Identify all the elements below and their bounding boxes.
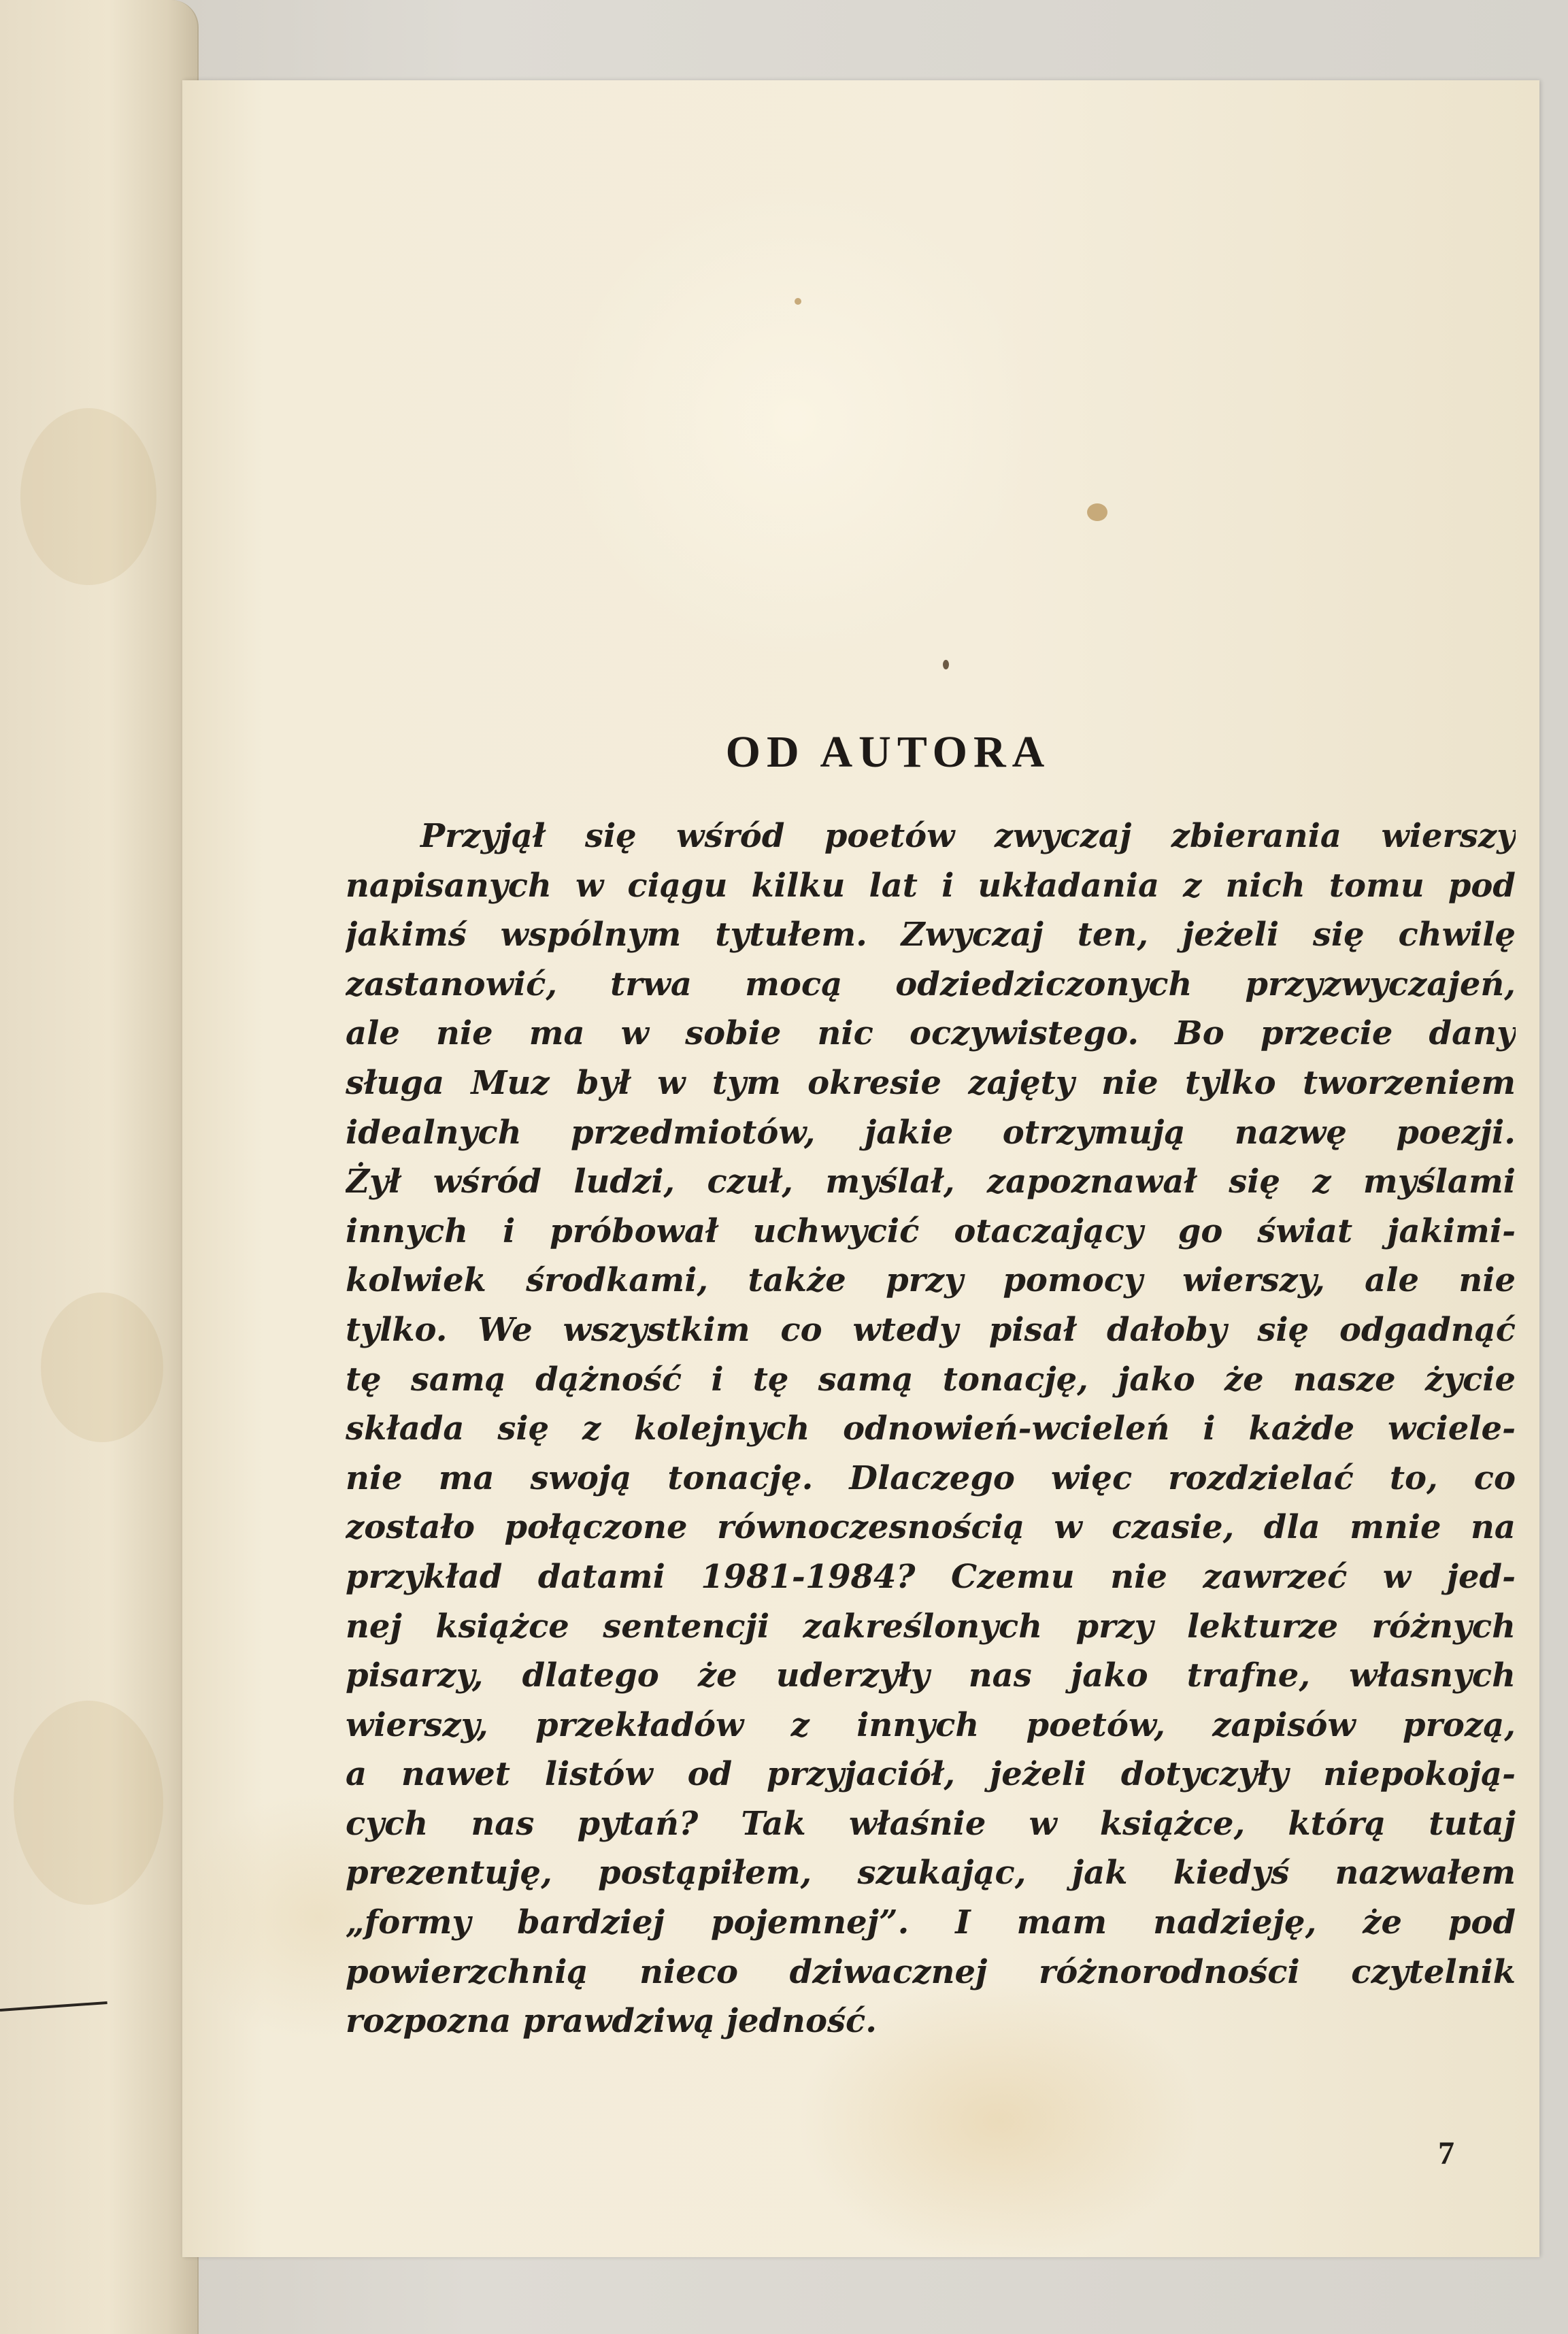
adjacent-book-page — [0, 0, 199, 2334]
book-page — [182, 80, 1539, 2257]
page-heading: OD AUTORA — [725, 727, 1051, 777]
text-line: tę samą dążność i tę samą tonację, jako że nasze życie — [346, 1360, 1516, 1399]
body-paragraph — [346, 812, 1516, 2046]
page-number: 7 — [1438, 2135, 1454, 2171]
text-line: zastanowić, trwa mocą odziedziczonych przyzwyczajeń, — [346, 965, 1516, 1003]
paper-speck — [795, 298, 801, 305]
text-line: Przyjął się wśród poetów zwyczaj zbierania wierszy — [420, 817, 1516, 855]
text-line: prezentuję, postąpiłem, szukając, jak kiedyś nazwałem — [346, 1854, 1516, 1893]
text-line: pisarzy, dlatego że uderzyły nas jako trafne, własnych — [346, 1656, 1516, 1695]
text-line: składa się z kolejnych odnowień-wcieleń i każde wciele- — [346, 1410, 1516, 1448]
text-line: tylko. We wszystkim co wtedy pisał dałoby się odgadnąć — [346, 1310, 1516, 1349]
text-line: nie ma swoją tonację. Dlaczego więc rozdzielać to, co — [346, 1458, 1516, 1497]
text-line: napisanych w ciągu kilku lat i układania z nich tomu pod — [346, 866, 1516, 905]
text-line: idealnych przedmiotów, jakie otrzymują nazwę poezji. — [346, 1113, 1516, 1152]
text-line: kolwiek środkami, także przy pomocy wierszy, ale nie — [346, 1261, 1516, 1300]
text-line: ale nie ma w sobie nic oczywistego. Bo przecie dany — [346, 1014, 1516, 1053]
text-line: powierzchnią nieco dziwacznej różnorodności czytelnik — [346, 1952, 1516, 1991]
text-line: przykład datami 1981-1984? Czemu nie zawrzeć w jed- — [346, 1557, 1516, 1596]
text-line: sługa Muz był w tym okresie zajęty nie tylko tworzeniem — [346, 1063, 1516, 1102]
text-line: Żył wśród ludzi, czuł, myślał, zapoznawał się z myślami — [346, 1163, 1516, 1201]
text-line: rozpozna prawdziwą jedność. — [346, 2002, 877, 2041]
text-line: a nawet listów od przyjaciół, jeżeli dotyczyły niepokoją- — [346, 1755, 1516, 1794]
text-line: nej książce sentencji zakreślonych przy lekturze różnych — [346, 1607, 1516, 1646]
paper-speck — [943, 660, 949, 669]
text-line: cych nas pytań? Tak właśnie w książce, którą tutaj — [346, 1804, 1516, 1843]
text-line: jakimś wspólnym tytułem. Zwyczaj ten, jeżeli się chwilę — [346, 916, 1516, 954]
text-line: zostało połączone równoczesnością w czasie, dla mnie na — [346, 1508, 1516, 1547]
text-line: „formy bardziej pojemnej”. I mam nadzieję, że pod — [346, 1903, 1516, 1942]
paper-speck — [1087, 503, 1107, 521]
text-line: wierszy, przekładów z innych poetów, zapisów prozą, — [346, 1705, 1516, 1744]
text-line: innych i próbował uchwycić otaczający go świat jakimi- — [346, 1212, 1516, 1250]
